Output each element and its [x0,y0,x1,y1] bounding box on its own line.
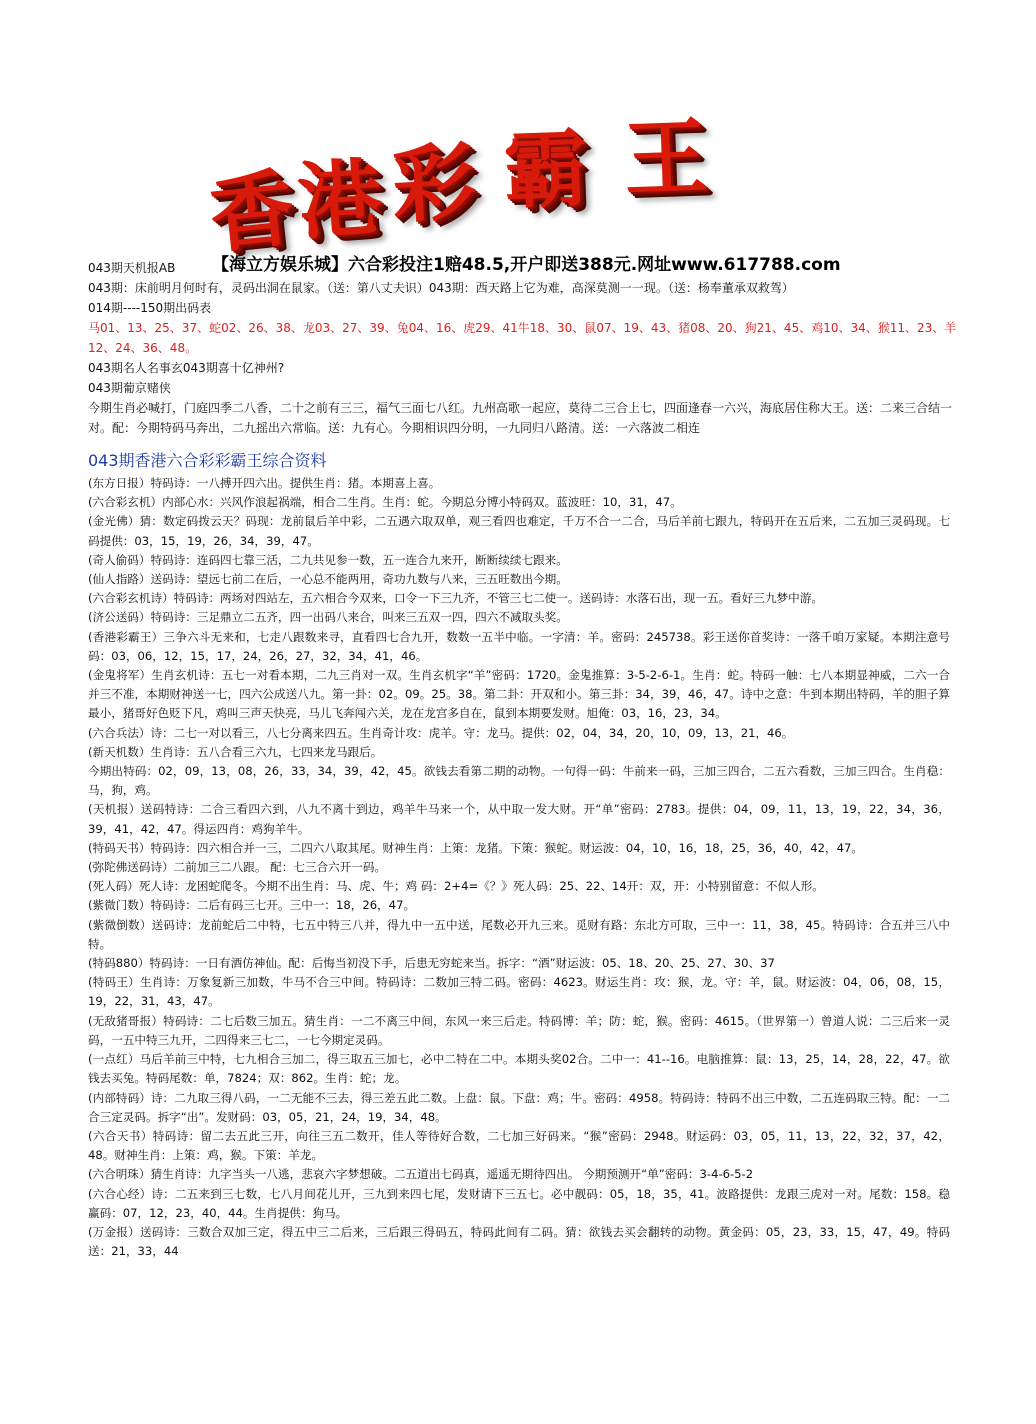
paragraph: (特码880）特码诗：一日有酒仿神仙。配：后悔当初没下手，后患无穷蛇来当。拆字：“酒”财运波：05、18、20、25、27、30、37 [88,956,775,971]
paragraph: (济公送码）特码诗：三足鼎立二五齐，四一出码八来合，叫来三五双一四，四六不减取头奖。 [88,610,568,625]
logo-char: 王 [622,106,710,209]
paragraph: (东方日报）特码诗：一八搏开四六出。提供生肖：猪。本期喜上喜。 [88,476,441,490]
paragraph: (金光佛）猜：数定码拨云天？码现：龙前鼠后羊中彩，二五遇六取双单，观三看四也难定，千万不合一二合，马后羊前七跟九，特码开在五后来，二五加三灵码现。七码提供：03，15，19，26，34，39，47。 [88,514,950,548]
info-line: 043期：床前明月何时有，灵码出洞在鼠家。（送：第八丈夫识）043期：西天路上它为难，高深莫测一一现。（送：杨奉董承双救驾） [88,281,794,295]
paragraph: (奇人偷码）特码诗：连码四七靠三活，二九共见参一数，五一连合九来开，断断续续七跟来。 [88,552,568,567]
paragraph: (紫微门数）特码诗：二后有码三七开。三中一：18，26，47。 [88,898,416,913]
paragraph: (六合兵法）诗：二七一对以看三，八七分离来四五。生肖奇计攻：虎羊。守：龙马。提供：02，04，34，20，10，09，13，21，46。 [88,725,794,740]
logo-char: 彩 [389,131,479,236]
logo-char: 香 [205,157,299,266]
paragraph: (金鬼将军）生肖玄机诗：五七一对看本期，二九三肖对一双。生肖玄机字“羊”密码：1720。金鬼推算：3-5-2-6-1。生肖：蛇。特码一触：七八本期显神威，二六一合并三不准，本期财神送一七，四六公成送八九。第一卦：02。09。25。38。第二卦：开双和小。第三卦：34，39，46，47。诗中之意：牛到本期出特码，羊的胆子算最小，猪哥好色贬下凡，鸡叫三声天快亮，马儿飞奔闯六关，龙在龙宫多自在，鼠到本期要发财。旭俺：03，16，23，34。 [88,668,950,721]
paragraph: (六合彩玄机）内部心水：兴风作浪起祸端，相合二生肖。生肖：蛇。今期总分博小特码双。蓝波旺：10，31，47。 [88,495,682,510]
paragraph: (弥陀佛送码诗）二前加三二八跟。 配：七三合六开一码。 [88,860,387,875]
poem-text: 今期生肖必喊打，门庭四季二八香，二十之前有三三，福气三面七八红。九州高歌一起应，莫待二三合上七，四面逢春一六兴，海底居住称大王。送：二来三合结一对。配：今期特码马奔出，二九摇出六常临。送：九有心。今期相识四分明，一九同归八路清。送：一六落波二相连 [88,401,953,435]
paragraph: (特码天书）特码诗：四六相合并一三，二四六八取其尾。财神生肖：上策：龙猪。下策：猴蛇。财运波：04，10，16，18，25，36，40，42，47。 [88,840,863,855]
main-content [88,474,950,1310]
paragraph: (六合天书）特码诗：留二去五此三开，向往三五二数开，佳人等待好合数，二七加三好码来。“猴”密码：2948。财运码：03，05，11，13，22，32，37，42，48。财神生肖：上策：鸡，猴。下策：羊龙。 [88,1128,950,1163]
paragraph: (紫微倒数）送码诗：龙前蛇后二中特，七五中特三八并，得九中一五中送，尾数必开九三来。觅财有路：东北方可取，三中一：11，38，45。特码诗：合五并三八中特。 [88,917,950,951]
promo-line: 【海立方娱乐城】六合彩投注1赔48.5,开户即送388元.网址www.617788.com [212,255,841,275]
info-line: 043期名人名事玄043期喜十亿神州? [88,361,285,375]
paragraph: (内部特码）诗：二九取三得八码，一二无能不三去，得三差五此二数。上盘：鼠。下盘：鸡；牛。密码：4958。特码诗：特码不出三中数，二五连码取三特。配：一二合三定灵码。拆字“出”。发财码：03，05，21，24，19，34，48。 [88,1090,950,1124]
logo-char: 港 [294,147,386,252]
section-heading: 043期香港六合彩彩霸王综合资料 [88,451,327,470]
paragraph: (仙人指路）送码诗：望远七前二在后，一心总不能两用，奇功九数与八来，三五旺数出今期。 [88,572,568,587]
paragraph: (特码王）生肖诗：万象复新三加数，牛马不合三中间。特码诗：二数加三特二码。密码：4623。财运生肖：攻：猴，龙。守：羊，鼠。财运波：04，06，08，15，19，22，31，43，47。 [88,975,950,1009]
info-line: 043期天机报AB [88,261,176,275]
paragraph: (六合明珠）猜生肖诗：九字当头一八逃，悲哀六字梦想破。二五道出七码真，遥遥无期待四出。 今期预测开“单”密码：3-4-6-5-2 [88,1167,754,1182]
info-line: 043期葡京赌侠 [88,381,171,395]
logo-char: 霸 [502,118,590,221]
paragraph: (天机报）送码特诗：二合三看四六到，八九不离十到边，鸡羊牛马来一个，从中取一发大财。开“单”密码：2783。提供：04，09，11，13，19，22，34，36，39，41，42，47。得运四肖：鸡狗羊牛。 [88,802,950,836]
paragraph: (六合心经）诗：二五来到三七数，七八月间花儿开，三九到来四七尾，发财请下三五七。必中靓码：05，18，35，41。波路提供：龙跟三虎对一对。尾数：158。稳赢码：07，12，23，40，44。生肖提供：狗马。 [88,1186,950,1220]
info-line: 014期----150期出码表 [88,301,212,315]
paragraph: (万金报）送码诗：三数合双加三定，得五中三二后来，三后跟三得码五，特码此间有二码。猜：欲钱去买会翻转的动物。黄金码：05，23，33，15，47，49。特码送：21，33，44 [88,1224,950,1259]
paragraph: (无敌猪哥报）特码诗：二七后数三加五。猜生肖：一二不离三中间，东风一来三后走。特码博：羊；防：蛇，猴。密码：4615。（世界第一）曾道人说：二三后来一灵码，一五中特三九开，二四得来三七二，一七今期定灵码。 [88,1013,950,1047]
zodiac-table: 马01、13、25、37、蛇02、26、38、龙03、27、39、兔04、16、虎29、41牛18、30、鼠07、19、43、猪08、20、狗21、45、鸡10、34、猴11、23、羊12、24、36、48。 [88,321,957,355]
paragraph: 今期出特码：02，09，13，08，26，33，34，39，42，45。欲钱去看第二期的动物。一句得一码：牛前来一码，三加三四合，二五六看数，三加三四合。生肖稳：马，狗，鸡。 [88,764,950,798]
top-info [88,258,958,438]
paragraph: (香港彩霸王）三争六斗无来和，七走八跟数来寻，直看四七合九开，数数一五半中临。一字清：羊。密码：245738。彩王送你首奖诗：一落千咱万家疑。本期注意号码：03，06，12，15，17，24，26，27，32，34，41，46。 [88,629,950,663]
paragraph: (一点红）马后羊前三中特，七九相合三加二，得三取五三加七，必中二特在二中。本期头奖02合。二中一：41--16。电脑推算：鼠：13，25，14，28，22，47。欲钱去买兔。特码尾数：单，7824；双：862。生肖：蛇；龙。 [88,1052,950,1086]
paragraph: (六合彩玄机诗）特码诗：两场对四站左，五六相合今双来，口令一下三九齐，不管三七二使一。送码诗：水落石出，现一五。看好三九梦中游。 [88,591,823,606]
paragraph: (死人码）死人诗：龙困蛇爬冬。今期不出生肖：马、虎、牛；鸡 码：2+4=《？》死人码：25、22、14开：双，开：小特别留意：不似人形。 [88,879,824,894]
paragraph: (新天机数）生肖诗：五八合看三六九，七四来龙马跟后。 [88,744,383,759]
